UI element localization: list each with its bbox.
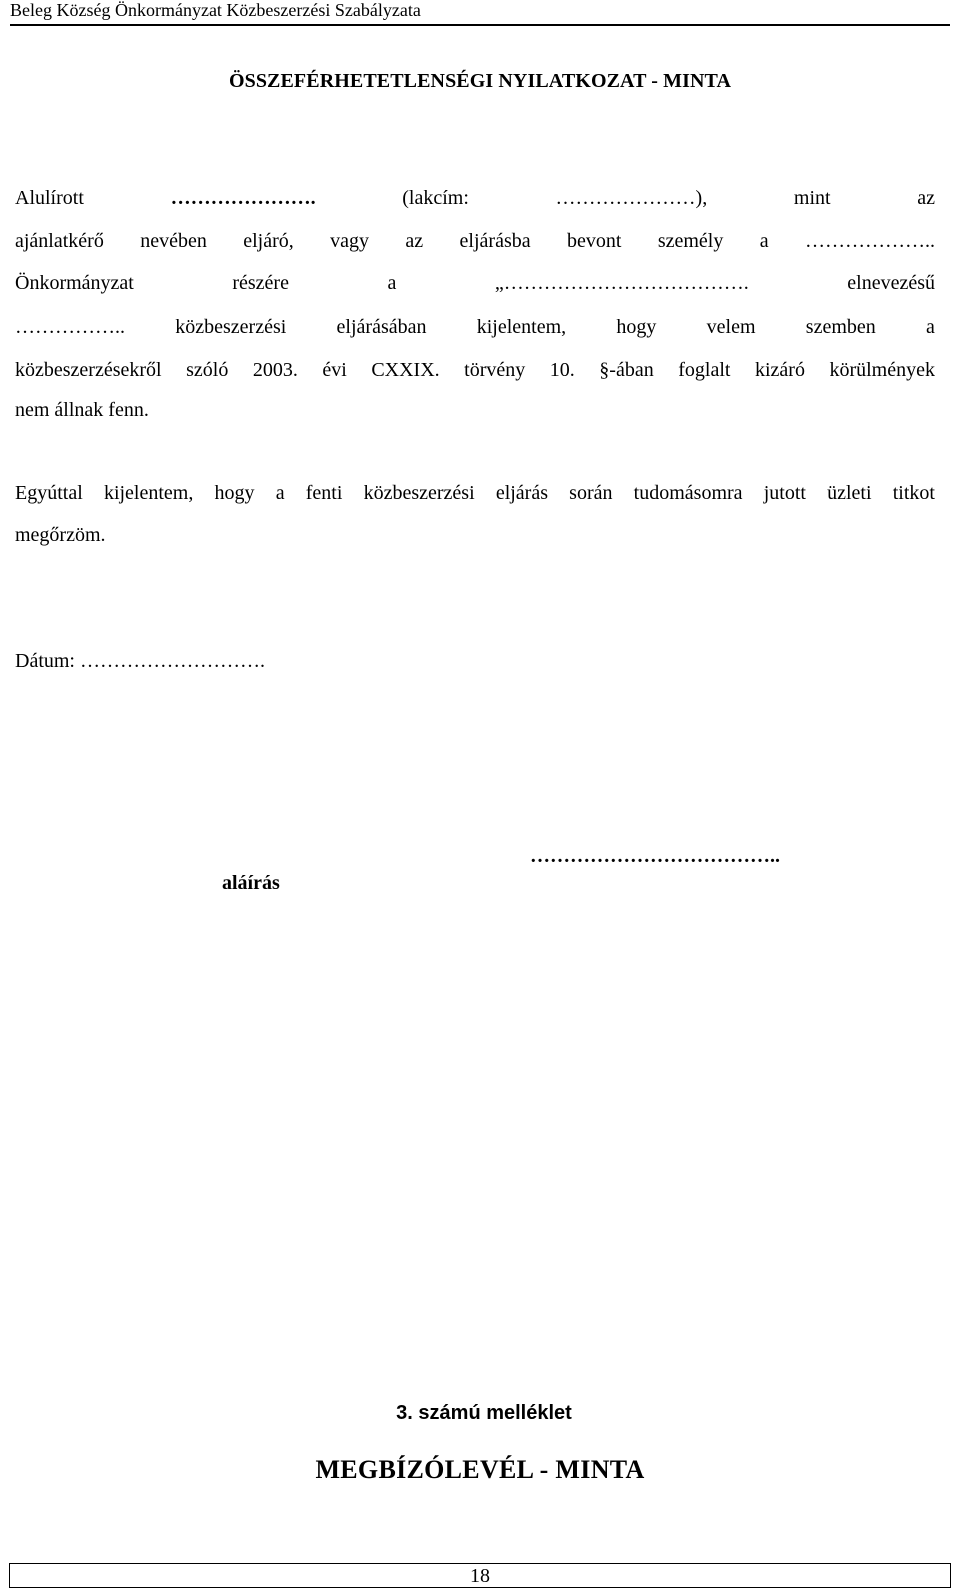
word: kijelentem, [103, 482, 194, 504]
word: megőrzöm. [15, 524, 106, 546]
header-rule [10, 24, 950, 26]
word: eljáró, [243, 230, 294, 252]
word: kijelentem, [476, 316, 567, 338]
word: részére [232, 272, 289, 294]
word: nem állnak fenn. [15, 399, 149, 421]
signature-label: aláírás [222, 872, 280, 894]
word: a [926, 316, 935, 338]
word: nevében [140, 230, 207, 252]
word: mint [793, 187, 831, 209]
word: üzleti [827, 482, 872, 504]
signature-line: ……………………………….. [530, 845, 780, 867]
word: a [759, 230, 769, 252]
word: Önkormányzat [15, 272, 134, 294]
word: során [569, 482, 613, 504]
word: …………………. [170, 187, 316, 209]
word: eljárásában [336, 316, 427, 338]
date-line: Dátum: ………………………. [15, 650, 265, 672]
word: eljárásba [459, 230, 531, 252]
word: elnevezésű [847, 272, 935, 294]
word: titkot [892, 482, 935, 504]
word: 2003. [252, 359, 298, 381]
word: kizáró [754, 359, 805, 381]
annex-title: MEGBÍZÓLEVÉL - MINTA [315, 1455, 645, 1484]
word: személy [657, 230, 724, 252]
word: Egyúttal [15, 482, 83, 504]
word: közbeszerzésekről [15, 359, 162, 381]
word: (lakcím: [402, 187, 469, 209]
paragraph-line [15, 227, 935, 255]
word: vagy [330, 230, 370, 252]
page-number-box [9, 1563, 951, 1588]
paragraph-line [15, 396, 935, 424]
paragraph-line [15, 521, 935, 549]
word: jutott [763, 482, 806, 504]
word: §-ában [599, 359, 654, 381]
word: velem [706, 316, 756, 338]
word: az [917, 187, 935, 209]
word: Alulírott [15, 187, 84, 209]
word: tudomásomra [633, 482, 743, 504]
word: fenti [305, 482, 343, 504]
page-number: 18 [470, 1565, 490, 1587]
word: közbeszerzési [363, 482, 475, 504]
word: …………………), [555, 187, 708, 209]
declaration-title: ÖSSZEFÉRHETETLENSÉGI NYILATKOZAT - MINTA [228, 70, 732, 92]
word: ajánlatkérő [15, 230, 104, 252]
word: CXXIX. [371, 359, 440, 381]
word: szemben [805, 316, 876, 338]
paragraph-line [15, 479, 935, 507]
word: az [405, 230, 424, 252]
word: ……………….. [804, 230, 935, 252]
word: eljárás [495, 482, 548, 504]
word: körülmények [829, 359, 935, 381]
word: szóló [186, 359, 229, 381]
paragraph-line [15, 356, 935, 384]
word: hogy [616, 316, 657, 338]
word: közbeszerzési [175, 316, 287, 338]
word: évi [322, 359, 347, 381]
paragraph-line [15, 184, 935, 212]
word: …………….. [15, 316, 125, 338]
word: 10. [549, 359, 575, 381]
paragraph-line [15, 269, 935, 297]
word: a [387, 272, 397, 294]
running-header: Beleg Község Önkormányzat Közbeszerzési Szabályzata [10, 0, 421, 20]
word: „………………………………. [494, 272, 749, 294]
paragraph-line [15, 313, 935, 341]
annex-number: 3. számú melléklet [396, 1402, 572, 1424]
word: foglalt [678, 359, 731, 381]
word: a [275, 482, 285, 504]
word: hogy [214, 482, 255, 504]
word: törvény [464, 359, 526, 381]
word: bevont [567, 230, 622, 252]
